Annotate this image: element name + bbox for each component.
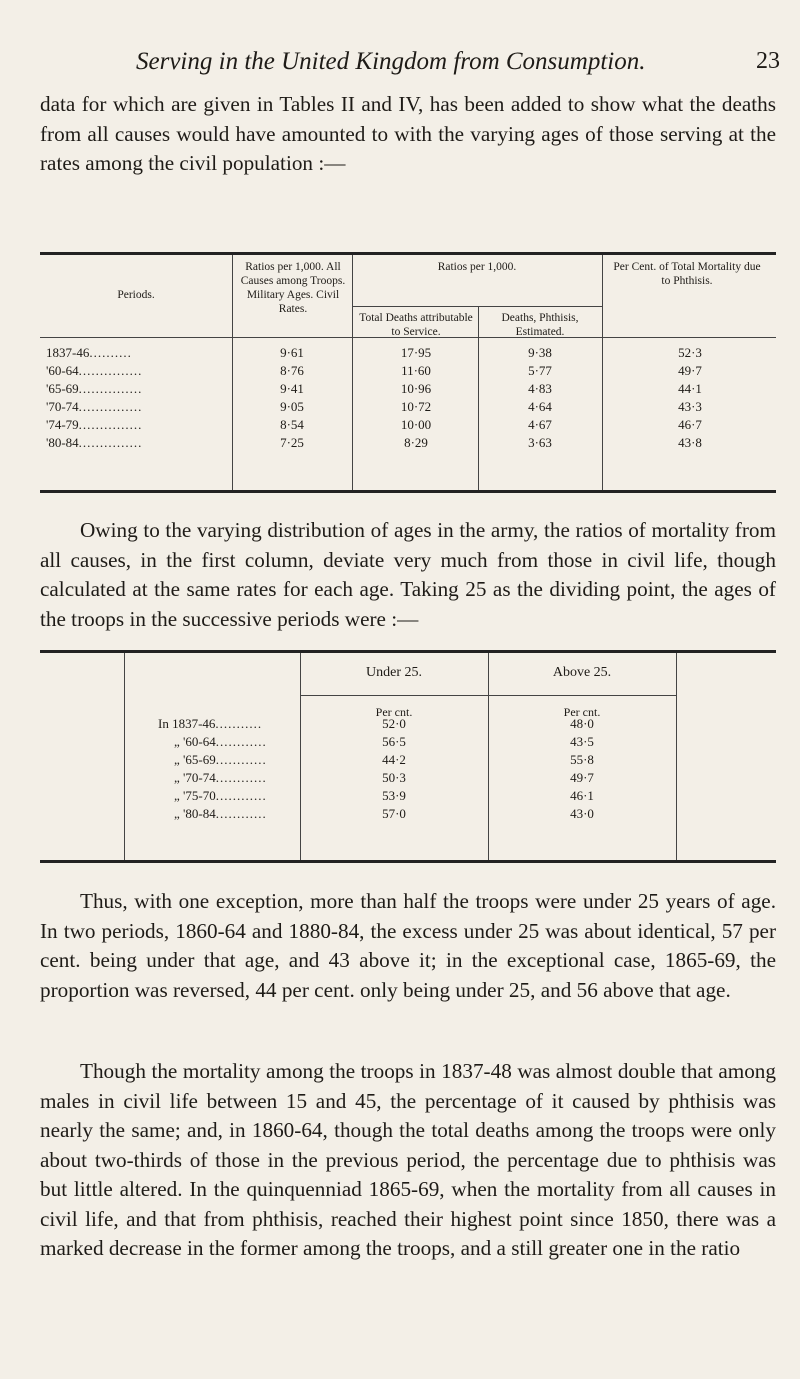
all-causes-value: 9·05 bbox=[280, 399, 304, 414]
service-value: 8·29 bbox=[404, 435, 428, 450]
percent-value: 44·1 bbox=[678, 381, 702, 396]
under-value: 56·5 bbox=[382, 734, 406, 749]
service-value: 11·60 bbox=[401, 363, 431, 378]
service-value: 17·95 bbox=[400, 345, 432, 360]
percent-value: 43·8 bbox=[678, 435, 702, 450]
under-value: 52·0 bbox=[382, 716, 406, 731]
phthisis-value: 9·38 bbox=[528, 345, 552, 360]
all-causes-value: 9·41 bbox=[280, 381, 304, 396]
all-causes-value: 8·76 bbox=[280, 363, 304, 378]
period-label: '74-79............... bbox=[46, 417, 143, 432]
running-head: Serving in the United Kingdom from Consumption. bbox=[136, 48, 646, 75]
service-value: 10·00 bbox=[400, 417, 432, 432]
percent-value: 43·3 bbox=[678, 399, 702, 414]
service-value: 10·96 bbox=[400, 381, 432, 396]
paragraph-ages: Owing to the varying distribution of ages in the army, the ratios of mortality from all causes, in the first column, deviate very much from those in civil life, though calculated at the same rates for each age. Taking 25 as the dividing point, the ages of the troops in the successive periods were :— bbox=[40, 518, 776, 631]
service-value: 10·72 bbox=[400, 399, 432, 414]
under-value: 50·3 bbox=[382, 770, 406, 785]
above-value: 43·5 bbox=[570, 734, 594, 749]
phthisis-value: 4·83 bbox=[528, 381, 552, 396]
above-value: 46·1 bbox=[570, 788, 594, 803]
above-value: 55·8 bbox=[570, 752, 594, 767]
period-label: „ '65-69............ bbox=[174, 752, 267, 767]
paragraph-phthisis: Though the mortality among the troops in 1837-48 was almost double that among males in civil life between 15 and 45, the percentage of it caused by phthisis was nearly the same; and, in 1860-64, though the total deaths among the troops were only about two-thirds of those in the previous period, the percentage due to phthisis was but little altered. In the quinquenniad 1865-69, when the mortality from all causes in civil life, and that from phthisis, reached their highest point since 1850, there was a marked decrease in the former among the troops, and a still greater one in the ratio bbox=[40, 1059, 776, 1260]
unit-above: Per cnt. bbox=[563, 705, 601, 719]
period-label: '60-64............... bbox=[46, 363, 143, 378]
phthisis-value: 4·64 bbox=[528, 399, 552, 414]
percent-value: 49·7 bbox=[678, 363, 702, 378]
header-service-deaths: Total Deaths attributable to Service. bbox=[359, 312, 473, 338]
page-header bbox=[40, 48, 780, 82]
period-label: „ '75-70............ bbox=[174, 788, 267, 803]
period-label: '70-74............... bbox=[46, 399, 143, 414]
period-label: '80-84............... bbox=[46, 435, 143, 450]
all-causes-value: 9·61 bbox=[280, 345, 304, 360]
page-number: 23 bbox=[756, 48, 780, 74]
header-ratios-group: Ratios per 1,000. bbox=[437, 261, 517, 273]
above-value: 48·0 bbox=[570, 716, 594, 731]
paragraph-exception: Thus, with one exception, more than half the troops were under 25 years of age. In two periods, 1860-64 and 1880-84, the excess under 25 was about identical, 57 per cent. being under that age, and 43 above it; in the exceptional case, 1865-69, the proportion was reversed, 44 per cent. only being under 25, and 56 above that age. bbox=[40, 889, 776, 1002]
above-value: 43·0 bbox=[570, 806, 594, 821]
percent-value: 46·7 bbox=[678, 417, 702, 432]
phthisis-value: 4·67 bbox=[528, 417, 552, 432]
period-label: 1837-46.......... bbox=[46, 345, 132, 360]
unit-under: Per cnt. bbox=[375, 705, 413, 719]
phthisis-value: 5·77 bbox=[528, 363, 552, 378]
period-label: „ '60-64............ bbox=[174, 734, 267, 749]
header-above-25: Above 25. bbox=[552, 665, 612, 680]
under-value: 57·0 bbox=[382, 806, 406, 821]
under-value: 44·2 bbox=[382, 752, 406, 767]
percent-value: 52·3 bbox=[678, 345, 702, 360]
all-causes-value: 8·54 bbox=[280, 417, 304, 432]
header-percent-phthisis: Per Cent. of Total Mortality due to Phthisis. bbox=[613, 261, 761, 287]
all-causes-value: 7·25 bbox=[280, 435, 304, 450]
under-value: 53·9 bbox=[382, 788, 406, 803]
header-all-causes: Ratios per 1,000. All Causes among Troops. Military Ages. Civil Rates. bbox=[240, 261, 346, 315]
phthisis-value: 3·63 bbox=[528, 435, 552, 450]
period-label: In 1837-46........... bbox=[158, 716, 263, 731]
header-under-25: Under 25. bbox=[366, 665, 422, 680]
period-label: „ '80-84............ bbox=[174, 806, 267, 821]
period-label: '65-69............... bbox=[46, 381, 143, 396]
period-label: „ '70-74............ bbox=[174, 770, 267, 785]
paragraph-intro: data for which are given in Tables II and IV, has been added to show what the deaths from all causes would have amounted to with the varying ages of those serving at the rates among the civil population :— bbox=[40, 92, 776, 175]
above-value: 49·7 bbox=[570, 770, 594, 785]
header-phthisis-deaths: Deaths, Phthisis, Estimated. bbox=[501, 312, 579, 338]
header-periods: Periods. bbox=[117, 289, 155, 301]
